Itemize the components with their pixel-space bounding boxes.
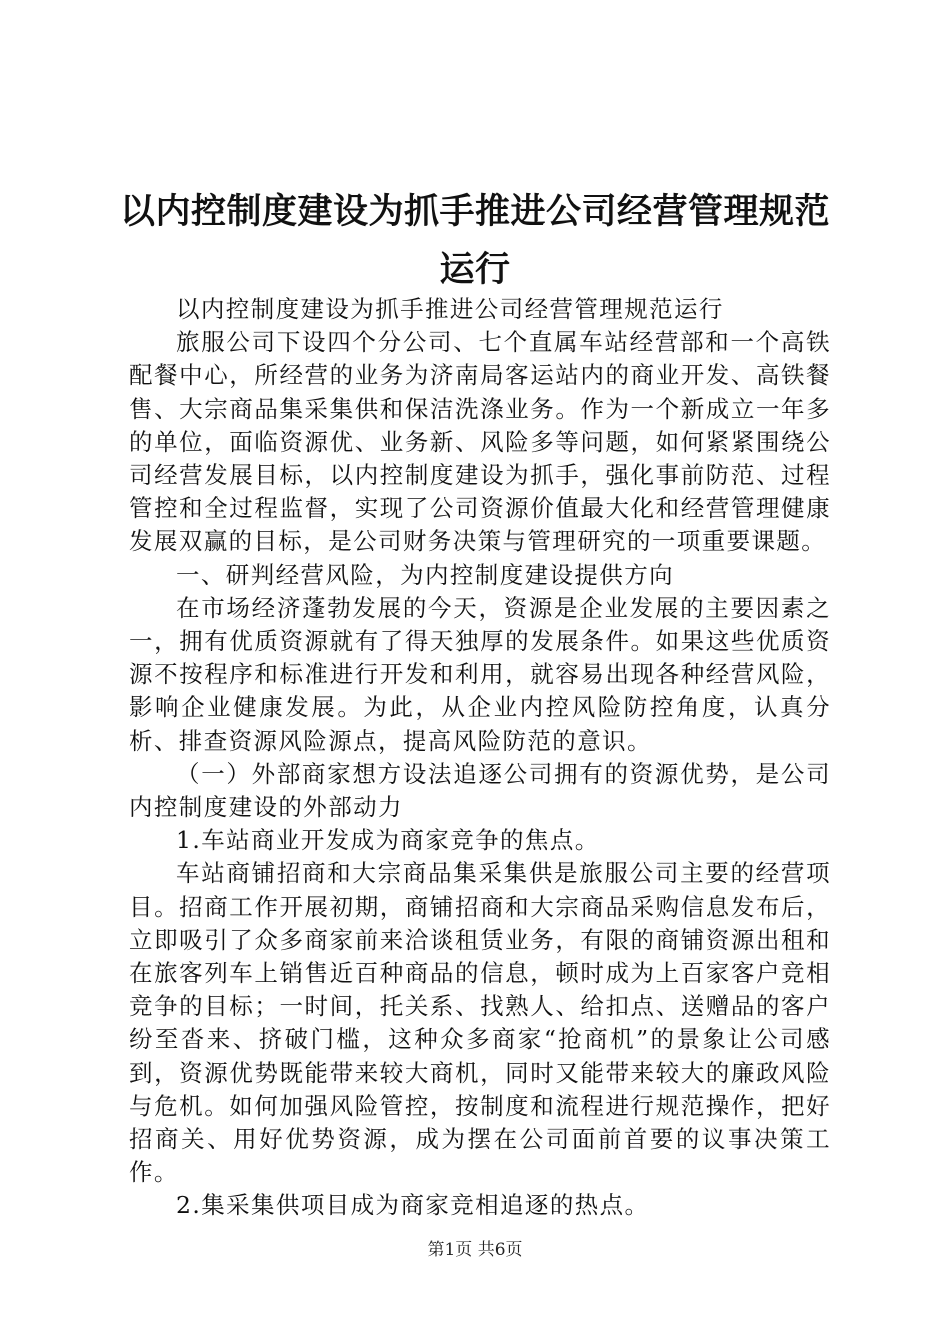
section-heading-1: 一、研判经营风险，为内控制度建设提供方向 xyxy=(176,560,674,589)
item-heading-1: 1.车站商业开发成为商家竞争的焦点。 xyxy=(176,826,600,855)
document-title-line-2: 运行 xyxy=(439,250,511,290)
intro-paragraph: 旅服公司下设四个分公司、七个直属车站经营部和一个高铁配餐中心，所经营的业务为济南局客运站内的商业开发、高铁餐售、大宗商品集采集供和保洁洗涤业务。作为一个新成立一年多的单位，面临资源优、业务新、风险多等问题，如何紧紧围绕公司经营发展目标，以内控制度建设为抓手，强化事前防范、过程管控和全过程监督，实现了公司资源价值最大化和经营管理健康发展双赢的目标，是公司财务决策与管理研究的一项重要课题。 xyxy=(129,328,831,556)
item-heading-2: 2.集采集供项目成为商家竞相追逐的热点。 xyxy=(176,1191,650,1220)
subtitle-paragraph: 以内控制度建设为抓手推进公司经营管理规范运行 xyxy=(176,295,724,323)
subsection-heading-1: （一）外部商家想方设法追逐公司拥有的资源优势，是公司内控制度建设的外部动力 xyxy=(129,759,831,822)
body-paragraph: 车站商铺招商和大宗商品集采集供是旅服公司主要的经营项目。招商工作开展初期，商铺招商和大宗商品采购信息发布后，立即吸引了众多商家前来洽谈租赁业务，有限的商铺资源出租和在旅客列车上销售近百种商品的信息，顿时成为上百家客户竞相竞争的目标；一时间，托关系、找熟人、给扣点、送赠品的客户纷至沓来、挤破门槛，这种众多商家“抢商机”的景象让公司感到，资源优势既能带来较大商机，同时又能带来较大的廉政风险与危机。如何加强风险管控，按制度和流程进行规范操作，把好招商关、用好优势资源，成为摆在公司面前首要的议事决策工作。 xyxy=(129,859,831,1187)
body-paragraph: 在市场经济蓬勃发展的今天，资源是企业发展的主要因素之一，拥有优质资源就有了得天独厚的发展条件。如果这些优质资源不按程序和标准进行开发和利用，就容易出现各种经营风险，影响企业健康发展。为此，从企业内控风险防控角度，认真分析、排查资源风险源点，提高风险防范的意识。 xyxy=(129,593,831,755)
document-title-line-1: 以内控制度建设为抓手推进公司经营管理规范 xyxy=(120,192,831,232)
document-body xyxy=(129,293,831,1223)
page-footer: 第1页 共6页 xyxy=(427,1240,523,1260)
